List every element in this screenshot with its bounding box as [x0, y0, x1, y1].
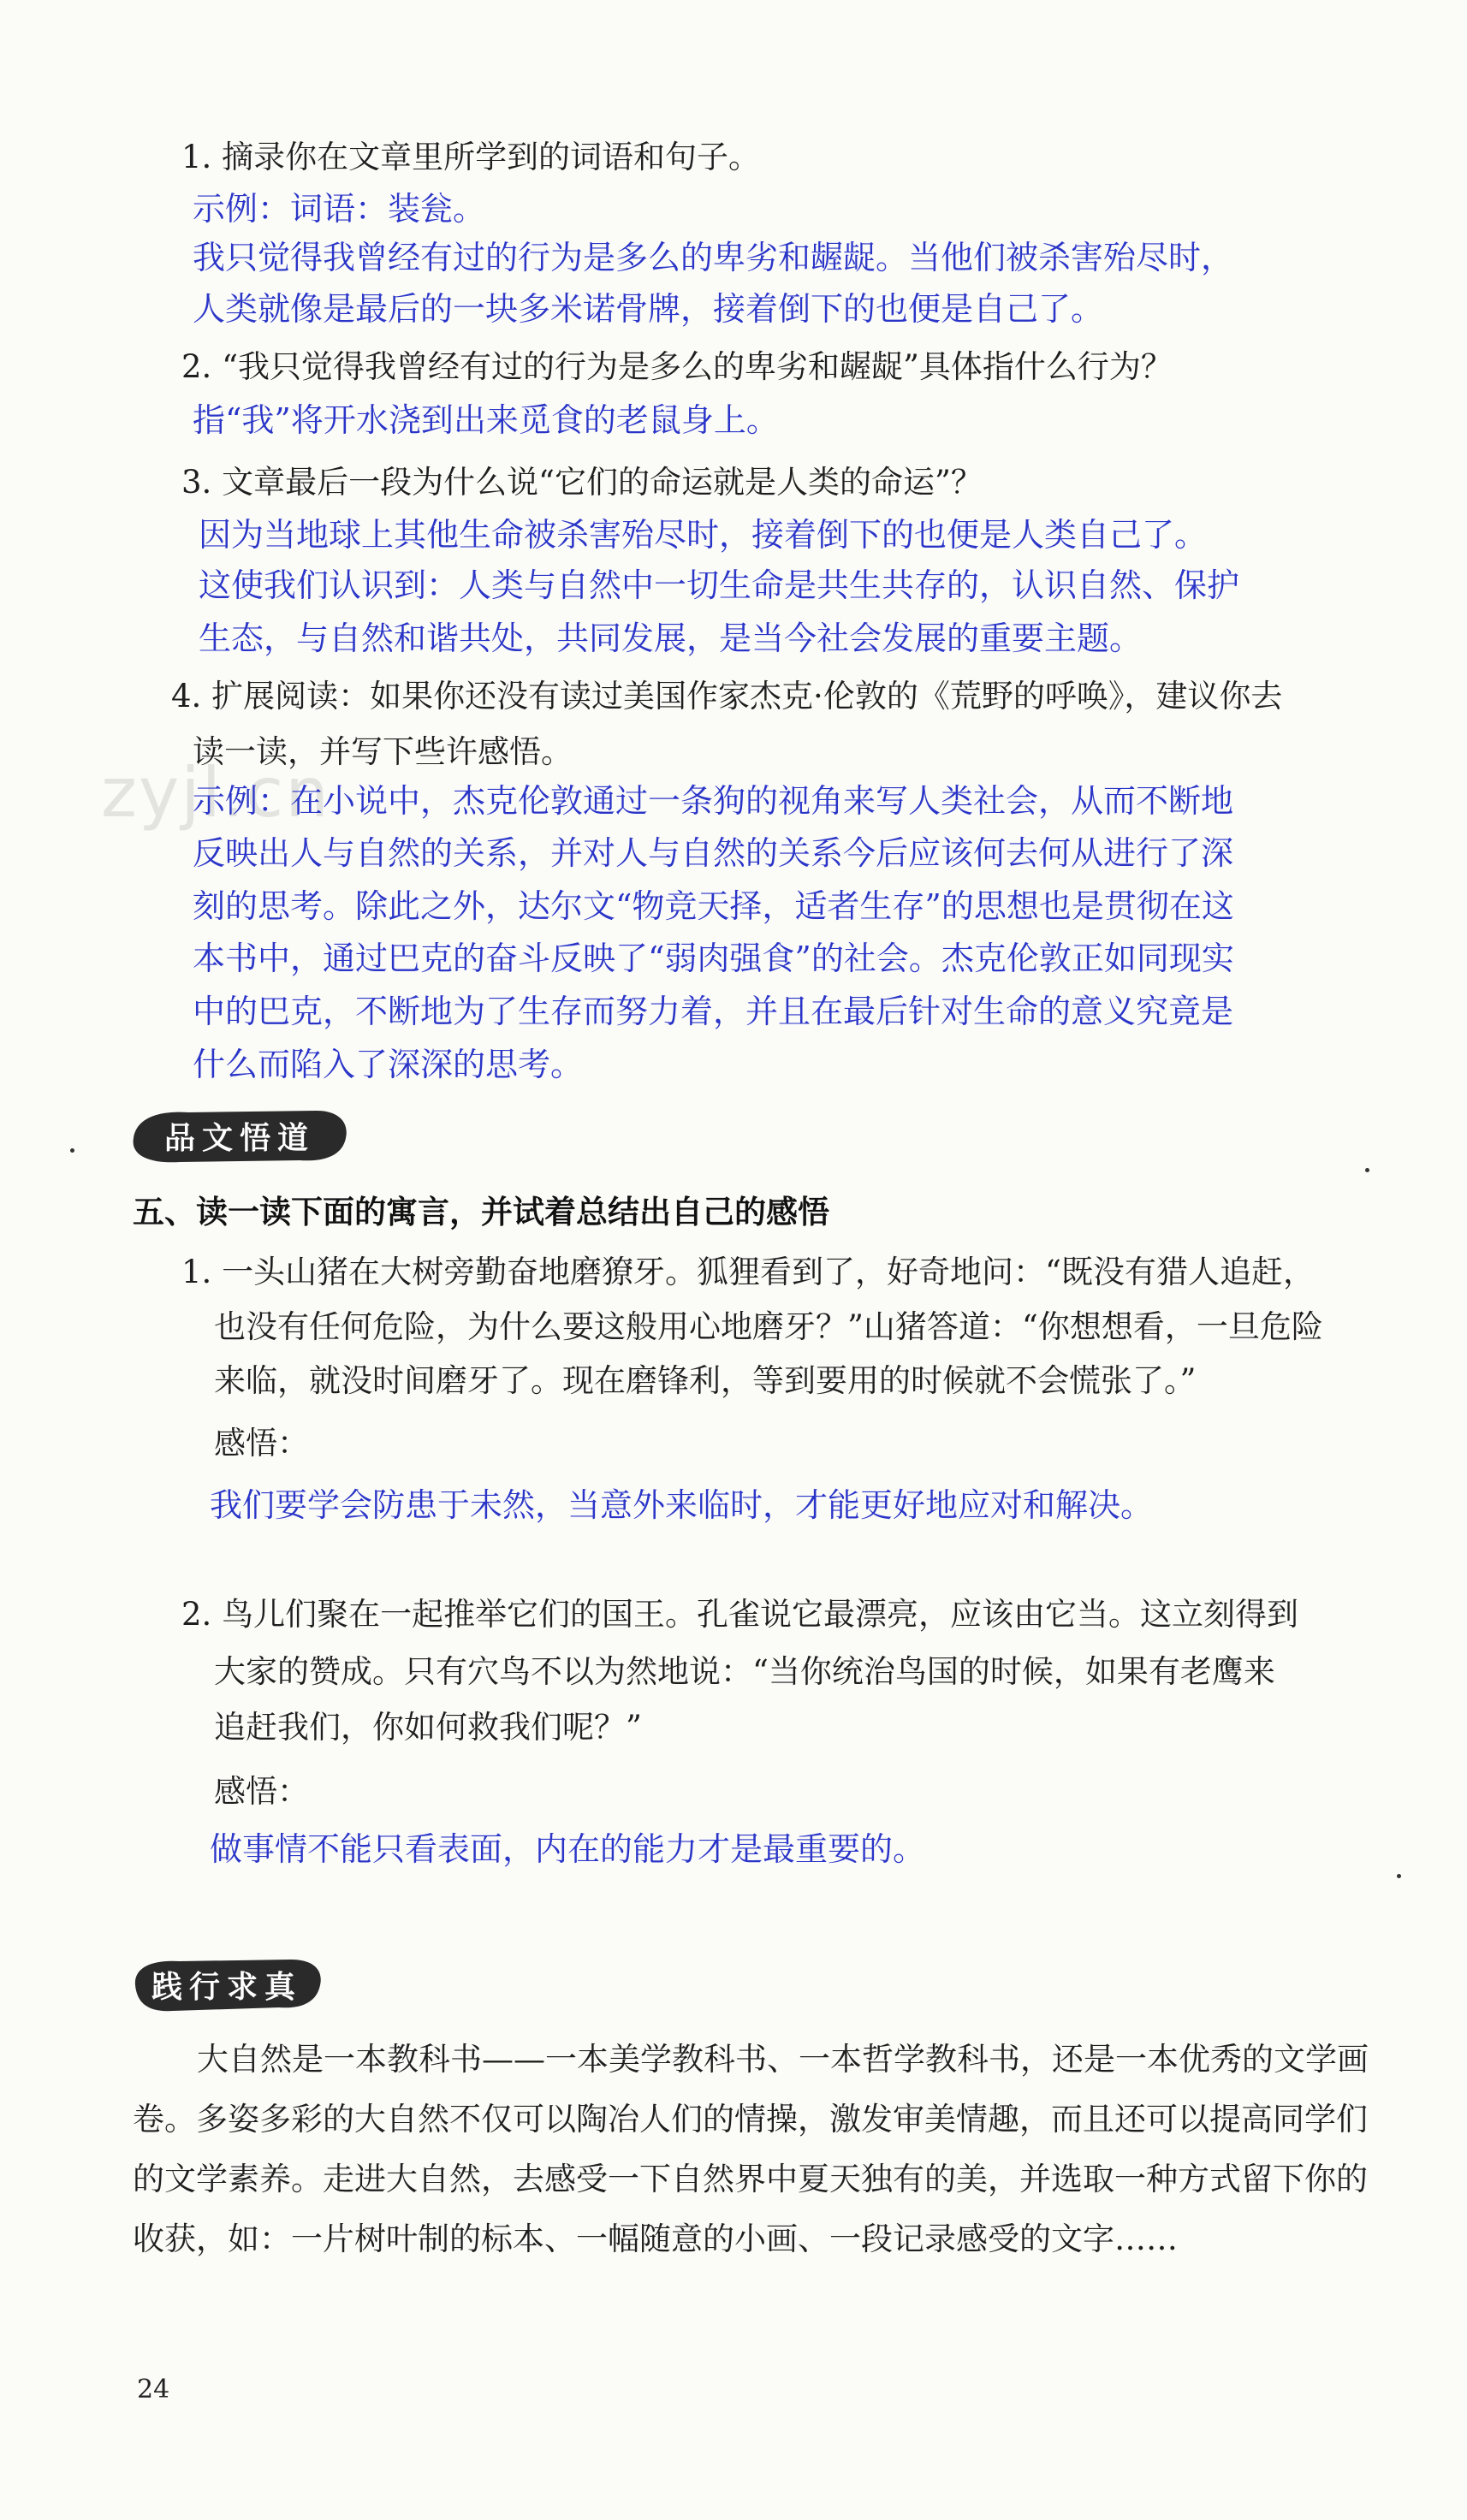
section-banner-jianxing [128, 1953, 325, 2016]
watermark: zyjl.cn [101, 753, 330, 833]
answer-3-line: 这使我们认识到：人类与自然中一切生命是共生共存的，认识自然、保护 [199, 566, 1240, 604]
question-3: 3. 文章最后一段为什么说“它们的命运就是人类的命运”？ [181, 464, 983, 501]
fable-2-line: 2. 鸟儿们聚在一起推举它们的国王。孔雀说它最漂亮，应该由它当。这立刻得到 [181, 1596, 1299, 1633]
answer-4-line: 示例：在小说中，杰克伦敦通过一条狗的视角来写人类社会，从而不断地 [193, 782, 1234, 820]
banner-title: 品文悟道 [163, 1120, 315, 1156]
section-5-heading: 五、读一读下面的寓言，并试着总结出自己的感悟 [133, 1193, 829, 1230]
answer-4-line: 本书中，通过巴克的奋斗反映了“弱肉强食”的社会。杰克伦敦正如同现实 [193, 940, 1234, 977]
practice-line: 收获，如：一片树叶制的标本、一幅随意的小画、一段记录感受的文字…… [133, 2221, 1178, 2257]
practice-line: 的文学素养。走进大自然，去感受一下自然界中夏天独有的美，并选取一种方式留下你的 [133, 2161, 1368, 2197]
insight-label: 感悟： [214, 1425, 309, 1462]
insight-label: 感悟： [214, 1773, 309, 1810]
fable-2-line: 追赶我们，你如何救我们呢？” [214, 1709, 642, 1746]
question-1: 1. 摘录你在文章里所学到的词语和句子。 [181, 139, 761, 175]
section-banner-pinwen [128, 1104, 351, 1167]
banner-title: 践行求真 [151, 1969, 302, 2005]
fable-1-line: 来临，就没时间磨牙了。现在磨锋利，等到要用的时候就不会慌张了。” [214, 1362, 1197, 1399]
answer-1-line: 人类就像是最后的一块多米诺骨牌，接着倒下的也便是自己了。 [193, 290, 1104, 328]
question-4-line: 4. 扩展阅读：如果你还没有读过美国作家杰克·伦敦的《荒野的呼唤》，建议你去 [171, 678, 1283, 714]
fable-1-answer: 我们要学会防患于未然，当意外来临时，才能更好地应对和解决。 [210, 1486, 1154, 1524]
practice-line: 卷。多姿多彩的大自然不仅可以陶冶人们的情操，激发审美情趣，而且还可以提高同学们 [133, 2101, 1368, 2138]
answer-2: 指“我”将开水浇到出来觅食的老鼠身上。 [193, 401, 779, 439]
page-number: 24 [137, 2375, 170, 2404]
scan-speck [70, 1148, 74, 1153]
answer-4-line: 什么而陷入了深深的思考。 [193, 1046, 584, 1083]
scan-speck [1397, 1874, 1401, 1878]
answer-4-line: 中的巴克，不断地为了生存而努力着，并且在最后针对生命的意义究竟是 [193, 993, 1234, 1030]
fable-2-answer: 做事情不能只看表面，内在的能力才是最重要的。 [210, 1830, 926, 1868]
practice-line: 大自然是一本教科书——一本美学教科书、一本哲学教科书，还是一本优秀的文学画 [197, 2041, 1369, 2078]
answer-4-line: 刻的思考。除此之外，达尔文“物竞天择，适者生存”的思想也是贯彻在这 [193, 887, 1234, 925]
scan-speck [1365, 1168, 1369, 1172]
question-4-line: 读一读，并写下些许感悟。 [193, 733, 573, 770]
answer-3-line: 因为当地球上其他生命被杀害殆尽时，接着倒下的也便是人类自己了。 [199, 516, 1208, 554]
answer-1-line: 示例：词语：装瓮。 [193, 190, 486, 228]
fable-1-line: 1. 一头山猪在大树旁勤奋地磨獠牙。狐狸看到了，好奇地问：“既没有猎人追赶， [181, 1254, 1315, 1290]
answer-3-line: 生态，与自然和谐共处，共同发展，是当今社会发展的重要主题。 [199, 620, 1143, 657]
question-2: 2. “我只觉得我曾经有过的行为是多么的卑劣和龌龊”具体指什么行为？ [181, 348, 1173, 385]
fable-1-line: 也没有任何危险，为什么要这般用心地磨牙？”山猪答道：“你想想看，一旦危险 [214, 1308, 1323, 1345]
fable-2-line: 大家的赞成。只有穴鸟不以为然地说：“当你统治鸟国的时候，如果有老鹰来 [214, 1653, 1275, 1690]
answer-1-line: 我只觉得我曾经有过的行为是多么的卑劣和龌龊。当他们被杀害殆尽时， [193, 239, 1234, 276]
answer-4-line: 反映出人与自然的关系，并对人与自然的关系今后应该何去何从进行了深 [193, 834, 1234, 872]
